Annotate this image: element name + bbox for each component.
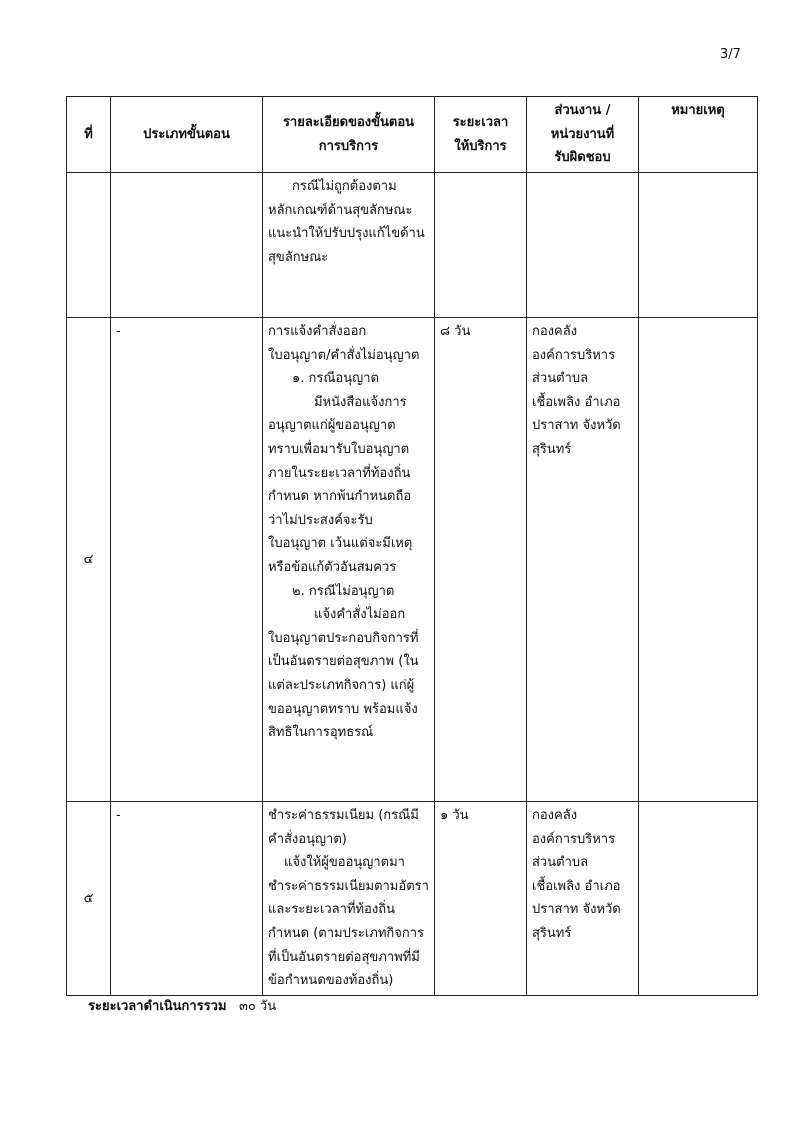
- total-duration-label: ระยะเวลาดำเนินการรวม: [88, 999, 227, 1014]
- table-row-continued: [67, 173, 758, 318]
- remark-cell: [639, 318, 758, 802]
- row-number: ๔: [67, 318, 111, 802]
- type-cell: -: [111, 318, 263, 802]
- remark-cell: [639, 802, 758, 996]
- header-time: ระยะเวลา ให้บริการ: [435, 97, 527, 173]
- type-cell: -: [111, 802, 263, 996]
- row-number: ๕: [67, 802, 111, 996]
- header-unit: ส่วนงาน / หน่วยงานที่ รับผิดชอบ: [527, 97, 639, 173]
- table-row-5: [67, 802, 758, 996]
- procedure-table: [66, 96, 758, 996]
- total-duration: [88, 995, 276, 1016]
- header-no: ที่: [67, 97, 111, 173]
- time-cell: ๘ วัน: [435, 318, 527, 802]
- page-number: 3/7: [720, 47, 741, 62]
- total-duration-value: ๓๐ วัน: [238, 999, 277, 1014]
- detail-cell: ชำระค่าธรรมเนียม (กรณีมี คำสั่งอนุญาต) แจ้งให้ผู้ขออนุญาตมา ชำระค่าธรรมเนียมตามอัตรา และระยะเวลาที่ท้องถิ่น กำหนด (ตามประเภทกิจการ ที่เป็นอันตรายต่อสุขภาพที่มี ข้อกำหนดของท้องถิ่น): [263, 802, 435, 996]
- detail-cell: กรณีไม่ถูกต้องตาม หลักเกณฑ์ด้านสุขลักษณะ แนะนำให้ปรับปรุงแก้ไขด้าน สุขลักษณะ: [263, 173, 435, 318]
- table-row-4: [67, 318, 758, 802]
- time-cell: ๑ วัน: [435, 802, 527, 996]
- header-row: [67, 97, 758, 173]
- header-type: ประเภทขั้นตอน: [111, 97, 263, 173]
- header-detail: รายละเอียดของขั้นตอน การบริการ: [263, 97, 435, 173]
- unit-cell: กองคลัง องค์การบริหาร ส่วนตำบล เชื้อเพลิง อำเภอ ปราสาท จังหวัด สุรินทร์: [527, 318, 639, 802]
- header-remark: หมายเหตุ: [639, 97, 758, 173]
- detail-cell: การแจ้งคำสั่งออก ใบอนุญาต/คำสั่งไม่อนุญาต ๑. กรณีอนุญาต มีหนังสือแจ้งการ อนุญาตแก่ผู้ขออนุญาต ทราบเพื่อมารับใบอนุญาต ภายในระยะเวลาที่ท้องถิ่น กำหนด หากพ้นกำหนดถือ ว่าไม่ประสงค์จะรับ ใบอนุญาต เว้นแต่จะมีเหตุ หรือข้อแก้ตัวอันสมควร ๒. กรณีไม่อนุญาต แจ้งคำสั่งไม่ออก ใบอนุญาตประกอบกิจการที่ เป็นอันตรายต่อสุขภาพ (ใน แต่ละประเภทกิจการ) แก่ผู้ ขออนุญาตทราบ พร้อมแจ้ง สิทธิในการอุทธรณ์: [263, 318, 435, 802]
- unit-cell: กองคลัง องค์การบริหาร ส่วนตำบล เชื้อเพลิง อำเภอ ปราสาท จังหวัด สุรินทร์: [527, 802, 639, 996]
